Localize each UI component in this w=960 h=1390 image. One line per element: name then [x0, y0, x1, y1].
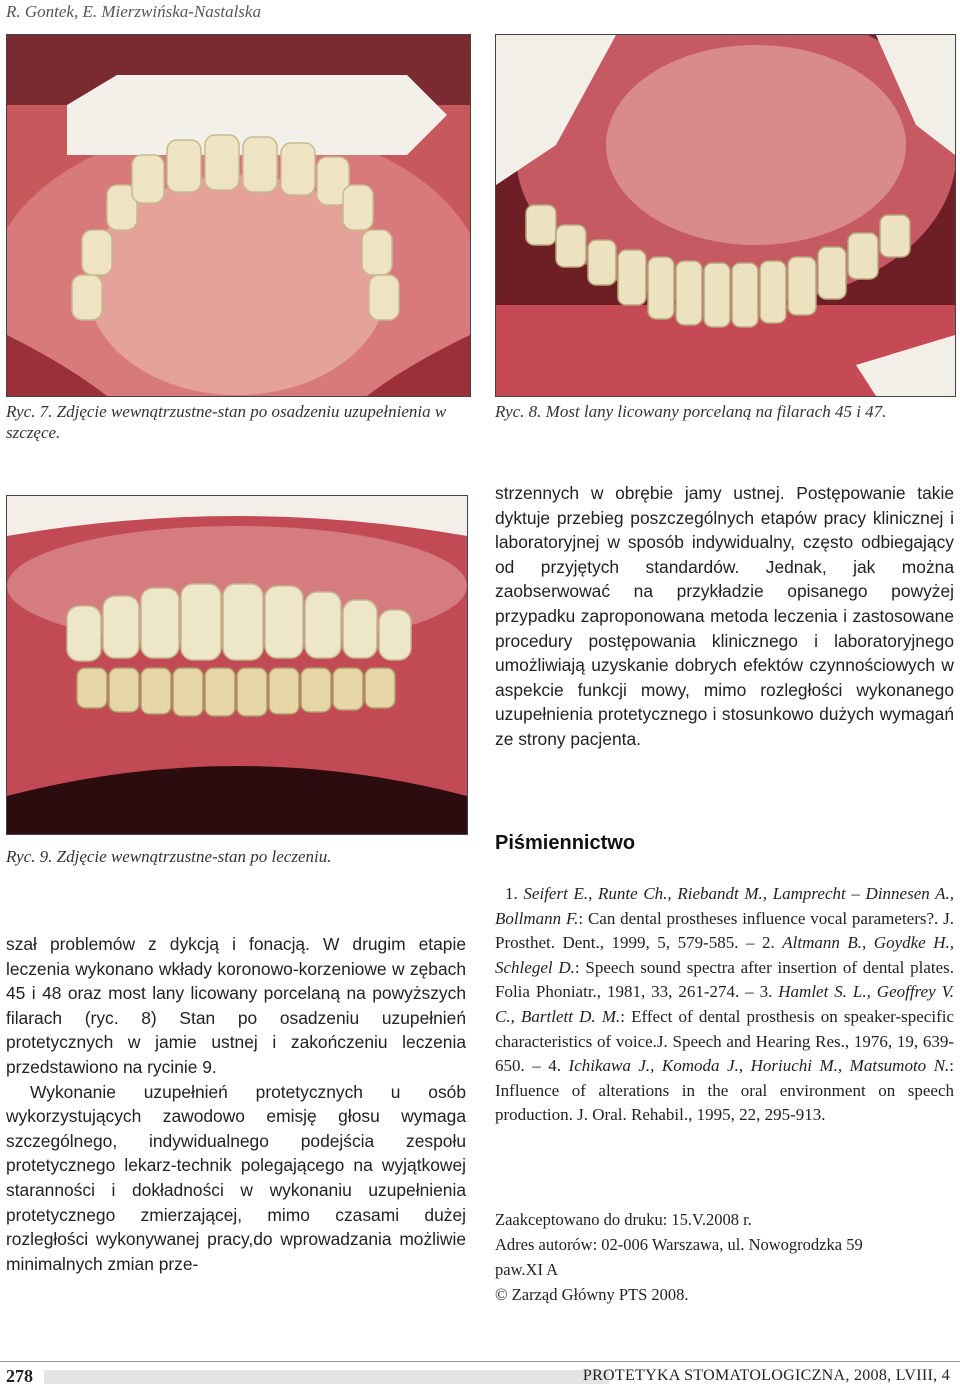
ref-details: : Effect of dental prosthesis on speaker-specific characteristics of voice.J. Speech and Hearing Res., 1976, 19, 639-650. –	[495, 1006, 954, 1076]
ref-number: 1.	[505, 884, 518, 903]
references-list	[495, 882, 954, 1128]
figure-7-caption: Ryc. 7. Zdjęcie wewnątrzustne-stan po osadzeniu uzupełnienia w szczęce.	[6, 402, 447, 442]
ref-authors: Hamlet S. L., Geoffrey V. C., Bartlett D. M.	[495, 982, 955, 1026]
intraoral-occlusion-photo	[6, 495, 468, 835]
figure-9-caption: Ryc. 9. Zdjęcie wewnątrzustne-stan po leczeniu.	[6, 847, 332, 866]
footer-bar	[44, 1370, 609, 1384]
paragraph: Wykonanie uzupełnień protetycznych u osób wykorzystujących zawodowo emisję głosu wymaga szczególnego, indywidualnego podejścia zespołu protetycznego lekarz-technik polegającego na wyjątkowej staranności i dokładności w wykonaniu uzupełnienia protetycznego zmierzającej, mimo czasami dużej rozległości wykonywanej pracy,do wprowadzania możliwie minimalnych zmian prze-	[6, 1081, 466, 1274]
running-header: R. Gontek, E. Mierzwińska-Nastalska	[6, 2, 261, 21]
ref-number: 4.	[548, 1056, 562, 1076]
article-meta	[495, 1207, 954, 1307]
ref-details: : Can dental prostheses influence vocal parameters?. J. Prosthet. Dent., 1999, 5, 579-585. –	[495, 908, 954, 953]
page-number: 278	[6, 1366, 33, 1386]
author-address: Adres autorów: 02-006 Warszawa, ul. Nowogrodzka 59	[495, 1235, 863, 1254]
ref-authors: Altmann B., Goydke H., Schlegel D.	[495, 933, 955, 977]
journal-name: PROTETYKA STOMATOLOGICZNA, 2008, LVIII, 4	[582, 1367, 950, 1384]
right-column-body	[495, 481, 954, 752]
ref-authors: Seifert E., Runte Ch., Riebandt M., Lamprecht – Dinnesen A., Bollmann F.	[495, 884, 955, 928]
paragraph: strzennych w obrębie jamy ustnej. Postępowanie takie dyktuje przebieg poszczególnych etapów pracy klinicznej i laboratoryjnej w sposób indywidualny, często odbiegający od przyjętych standardów. Jednak, jak można zaobserwować na przykładzie opisanego powyżej przypadku zaproponowana metoda leczenia i zastosowane procedury postępowania klinicznego i laboratoryjnego umożliwiają uzyskanie dobrych efektów czynnościowych w aspekcie funkcji mowy, mimo rozległości wykonanego uzupełnienia protetycznego i stosunkowo dużych wymagań ze strony pacjenta.	[495, 483, 954, 749]
ref-authors: Ichikawa J., Komoda J., Horiuchi M., Matsumoto N.	[568, 1056, 950, 1076]
ref-number: 3.	[759, 982, 773, 1002]
ref-details: : Speech sound spectra after insertion of dental plates. Folia Phoniatr., 1981, 33, 261-274. –	[495, 957, 955, 1002]
ref-number: 2.	[762, 933, 775, 953]
copyright: © Zarząd Główny PTS 2008.	[495, 1285, 689, 1304]
accepted-date: Zaakceptowano do druku: 15.V.2008 r.	[495, 1210, 752, 1229]
intraoral-lower-arch-photo	[495, 34, 956, 397]
intraoral-upper-arch-photo	[6, 34, 471, 397]
figure-8-caption: Ryc. 8. Most lany licowany porcelaną na filarach 45 i 47.	[495, 402, 887, 421]
references-heading: Piśmiennictwo	[495, 832, 636, 854]
paragraph: szał problemów z dykcją i fonacją. W drugim etapie leczenia wykonano wkłady koronowo-korzeniowe w zębach 45 i 48 oraz most lany licowany porcelaną na powyższych filarach (ryc. 8) Stan po osadzeniu uzupełnień protetycznych w jamie ustnej i zakończeniu leczenia przedstawiono na rycinie 9.	[6, 934, 466, 1077]
left-column-body	[6, 932, 466, 1276]
ref-details: : Influence of alterations in the oral environment on speech production. J. Oral. Rehabil., 1995, 22, 295-913.	[495, 1056, 955, 1125]
footer-rule	[0, 1361, 960, 1362]
author-address-line2: paw.XI A	[495, 1260, 559, 1279]
